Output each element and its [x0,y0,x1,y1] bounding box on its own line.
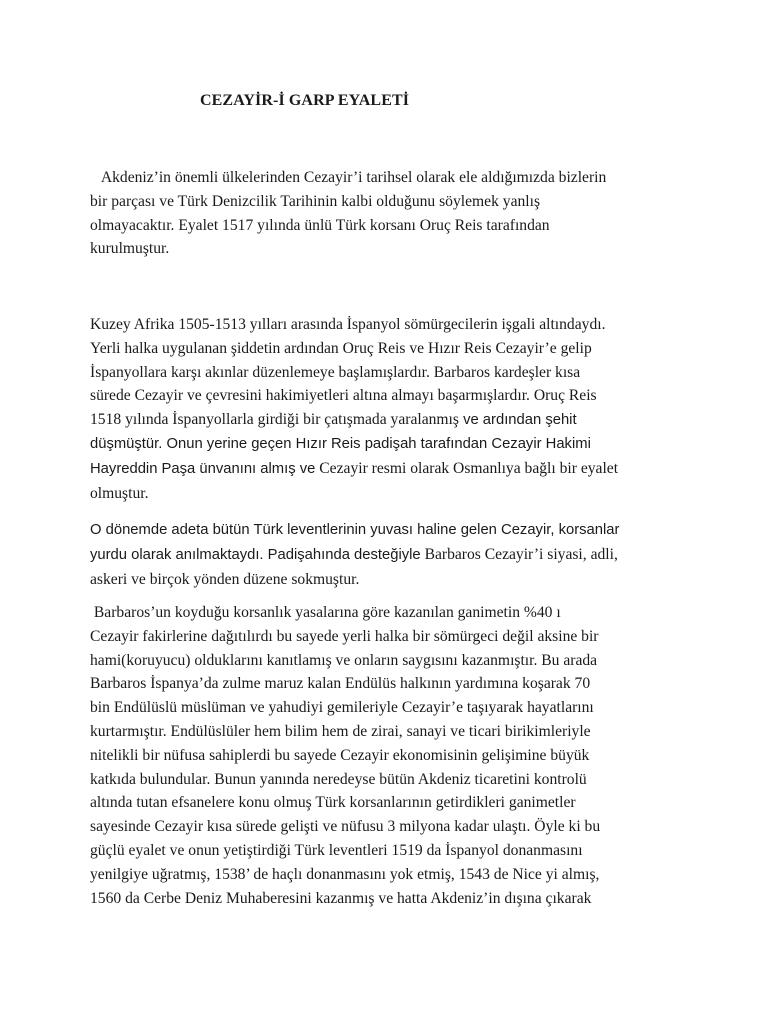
text-line: İspanyollara karşı akınlar düzenlemeye başlamışlardır. Barbaros kardeşler kısa [90,363,581,381]
text-line: yenilgiye uğratmış, 1538’ de haçlı donanmasını yok etmiş, 1543 de Nice yi almış, [90,865,600,883]
text-line: altında tutan efsanelere konu olmuş Türk korsanlarının getirdikleri ganimetler [90,794,576,812]
text-line: hami(koruyucu) olduklarını kanıtlamış ve onların saygısını kazanmıştır. Bu arada [90,651,598,669]
text-segment: Barbaros Cezayir’i siyasi, adli, [420,545,618,563]
text-line: sürede Cezayir ve çevresini hakimiyetleri altına almayı başarmışlardır. Oruç Reis [90,387,597,405]
text-line: kurulmuştur. [90,240,170,258]
text-line: askeri ve birçok yönden düzene sokmuştur. [90,570,360,588]
text-line: Kuzey Afrika 1505-1513 yılları arasında İspanyol sömürgecilerin işgali altındaydı. [90,316,606,333]
text-line: sayesinde Cezayir kısa sürede gelişti ve nüfusu 3 milyona kadar ulaştı. Öyle ki bu [90,818,601,836]
text-segment-sans: ve ardından şehit [458,412,577,429]
text-line: Yerli halka uygulanan şiddetin ardından Oruç Reis ve Hızır Reis Cezayir’e gelip [90,339,592,357]
text-line: bir parçası ve Türk Denizcilik Tarihinin kalbi olduğunu söylemek yanlış [90,192,541,210]
paragraph-4 [90,601,710,910]
text-segment: Cezayir resmi olarak Osmanlıya bağlı bir eyalet [315,459,619,477]
paragraph-3 [90,519,710,591]
text-line: olmayacaktır. Eyalet 1517 yılında ünlü Türk korsanı Oruç Reis tarafından [90,216,550,234]
text-line: 1560 da Cerbe Deniz Muhaberesini kazanmış ve hatta Akdeniz’in dışına çıkarak [90,889,592,907]
text-line-sans: O dönemde adeta bütün Türk leventlerinin yuvası haline gelen Cezayir, korsanlar [90,522,620,538]
text-line: Cezayir fakirlerine dağıtılırdı bu sayede yerli halka bir sömürgeci değil aksine bir [90,627,599,645]
text-line: Barbaros İspanya’da zulme maruz kalan Endülüs halkının yardımına koşarak 70 [90,675,591,693]
paragraph-2 [90,313,710,505]
paragraph-1 [90,166,710,261]
text-line: katkıda bulundular. Bunun yanında neredeyse bütün Akdeniz ticaretini kontrolü [90,770,587,788]
text-line-sans: düşmüştür. Onun yerine geçen Hızır Reis padişah tarafından Cezayir Hakimi [90,435,591,452]
text-segment: 1518 yılında İspanyollarla girdiği bir çatışmada yaralanmış [90,411,459,429]
text-line: kurtarmıştır. Endülüslüler hem bilim hem de zirai, sanayi ve ticari birikimleriyle [90,722,591,740]
text-line-mixed [90,543,710,568]
text-segment-sans: yurdu olarak anılmaktaydı. Padişahında desteğiyle [90,546,421,563]
text-line-mixed [90,457,710,482]
text-line: olmuştur. [90,484,149,502]
text-line: Barbaros’un koyduğu korsanlık yasalarına göre kazanılan ganimetin %40 ı [90,604,561,621]
text-line: güçlü eyalet ve onun yetiştirdiği Türk leventleri 1519 da İspanyol donanmasını [90,841,583,859]
text-line: nitelikli bir nüfusa sahiplerdi bu sayede Cezayir ekonomisinin gelişimine büyük [90,746,590,764]
text-line: bin Endülüslü müslüman ve yahudiyi gemileriyle Cezayir’e taşıyarak hayatlarını [90,699,594,717]
text-segment-sans: Hayreddin Paşa ünvanını almış ve [90,460,316,477]
document-title: CEZAYİR-İ GARP EYALETİ [200,92,410,109]
text-line: Akdeniz’in önemli ülkelerinden Cezayir’i tarihsel olarak ele aldığımızda bizlerin [90,169,607,186]
text-line-mixed [90,408,710,433]
